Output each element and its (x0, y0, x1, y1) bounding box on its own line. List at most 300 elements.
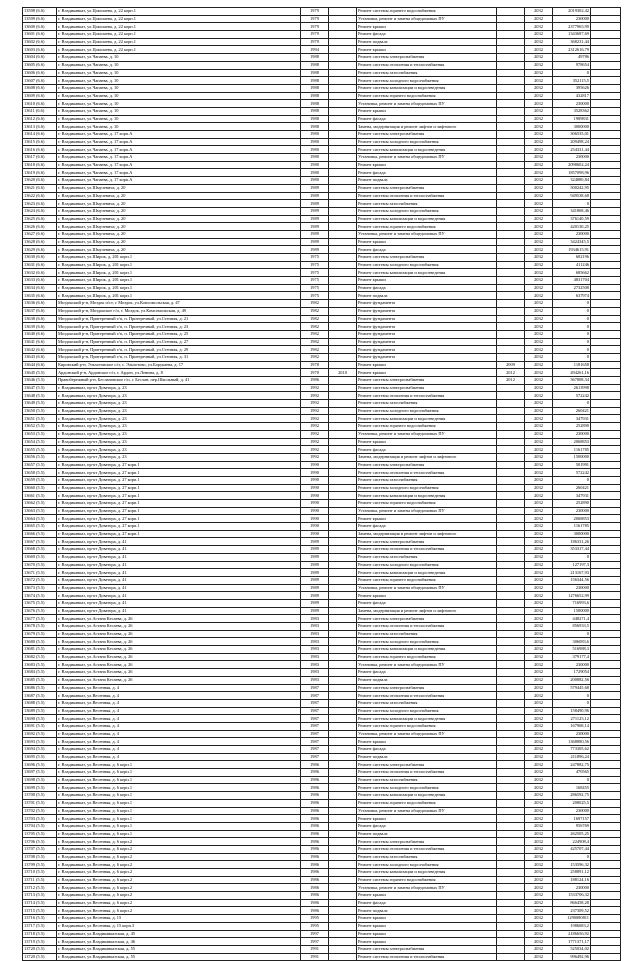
table-row (23, 154, 621, 162)
row-number-cell: 13676 (5.5) (23, 607, 57, 615)
row-number-cell: 13614 (6.6) (23, 131, 57, 139)
extra-year-cell (329, 346, 357, 354)
address-cell: г. Владикавказ, ул.Весенняя, д. 6 корп.2 (57, 907, 301, 915)
table-row (23, 538, 621, 546)
planned-year-cell: 2032 (525, 615, 553, 623)
build-year-cell: 1986 (301, 830, 329, 838)
extra-cell (591, 584, 621, 592)
extra-year-cell (329, 361, 357, 369)
planned-year-cell: 2032 (525, 722, 553, 730)
planned-year-cell: 2032 (525, 346, 553, 354)
build-year-cell: 1987 (301, 730, 329, 738)
extra-year-cell (329, 822, 357, 830)
extra-year-cell (329, 853, 357, 861)
table-row (23, 907, 621, 915)
cost-cell: 0 (553, 476, 591, 484)
cost-cell: 1500000 (553, 453, 591, 461)
address-cell: г. Владикавказ, ул.Шмулевича, д. 20 (57, 192, 301, 200)
table-row (23, 346, 621, 354)
table-row (23, 722, 621, 730)
build-year-cell: 1989 (301, 200, 329, 208)
planned-year-cell: 2032 (525, 315, 553, 323)
extra-year-cell (329, 615, 357, 623)
work-type-cell: Ремонт системы электроснабжения (357, 184, 497, 192)
planned-year-cell: 2032 (525, 623, 553, 631)
extra-cell (591, 169, 621, 177)
address-cell: г. Владикавказ, пр-кт Доватора, д. 41 (57, 561, 301, 569)
row-number-cell: 13688 (5.5) (23, 699, 57, 707)
extra-cell (591, 892, 621, 900)
work-type-cell: Ремонт системы холодного водоснабжения (357, 638, 497, 646)
extra-cell (591, 192, 621, 200)
table-row (23, 392, 621, 400)
row-number-cell: 13709 (5.5) (23, 861, 57, 869)
prior-year-cell: 2009 (497, 361, 525, 369)
cost-cell: 1161785 (553, 446, 591, 454)
table-row (23, 92, 621, 100)
address-cell: г. Владикавказ, пр-кт Доватора, д. 23 (57, 392, 301, 400)
address-cell: г. Владикавказ, ул.Весенняя, д. 6 корп.2 (57, 853, 301, 861)
build-year-cell: 1990 (301, 476, 329, 484)
row-number-cell: 13599 (6.6) (23, 15, 57, 23)
row-number-cell: 13671 (5.5) (23, 569, 57, 577)
cost-cell: 230000 (553, 507, 591, 515)
work-type-cell: Ремонт крыши (357, 515, 497, 523)
prior-year-cell (497, 446, 525, 454)
build-year-cell: 1997 (301, 938, 329, 946)
row-number-cell: 13620 (6.6) (23, 177, 57, 185)
work-type-cell: Ремонт системы канализации и водоотведения (357, 269, 497, 277)
cost-cell: 0 (553, 776, 591, 784)
table-row (23, 169, 621, 177)
address-cell: г. Владикавказ, ул.Весенняя, д. 4 (57, 699, 301, 707)
row-number-cell: 13700 (5.5) (23, 792, 57, 800)
row-number-cell: 13710 (5.5) (23, 869, 57, 877)
build-year-cell: 1989 (301, 592, 329, 600)
cost-cell: 425707,44 (553, 845, 591, 853)
row-number-cell: 13680 (5.5) (23, 638, 57, 646)
address-cell: г. Владикавказ, пр-кт Доватора, д. 27 корп.1 (57, 492, 301, 500)
work-type-cell: Ремонт системы отопления и теплоснабжения (357, 192, 497, 200)
row-number-cell: 13598 (6.6) (23, 8, 57, 16)
build-year-cell: 1980 (301, 138, 329, 146)
prior-year-cell (497, 761, 525, 769)
planned-year-cell: 2032 (525, 138, 553, 146)
cost-cell: 1368880,56 (553, 738, 591, 746)
work-type-cell: Ремонт системы электроснабжения (357, 538, 497, 546)
table-row (23, 407, 621, 415)
address-cell: г. Владикавказ, пр-кт Доватора, д. 27 корп.1 (57, 461, 301, 469)
cost-cell: 3000000 (553, 123, 591, 131)
planned-year-cell: 2032 (525, 92, 553, 100)
build-year-cell: 1975 (301, 277, 329, 285)
build-year-cell: 1979 (301, 38, 329, 46)
extra-year-cell (329, 338, 357, 346)
build-year-cell: 1979 (301, 31, 329, 39)
address-cell: г. Владикавказ, ул.Широк, д. 201 корп.1 (57, 277, 301, 285)
build-year-cell: 1987 (301, 699, 329, 707)
row-number-cell: 13609 (6.6) (23, 92, 57, 100)
build-year-cell: 1978 (301, 361, 329, 369)
cost-cell: 866458,28 (553, 899, 591, 907)
build-year-cell: 1988 (301, 77, 329, 85)
cost-cell: 260421 (553, 484, 591, 492)
table-row (23, 792, 621, 800)
prior-year-cell (497, 884, 525, 892)
row-number-cell: 13615 (6.6) (23, 138, 57, 146)
work-type-cell: Ремонт системы холодного водоснабжения (357, 484, 497, 492)
table-row (23, 200, 621, 208)
table-row (23, 146, 621, 154)
prior-year-cell (497, 653, 525, 661)
row-number-cell: 13673 (5.5) (23, 584, 57, 592)
build-year-cell: 1986 (301, 876, 329, 884)
table-row (23, 669, 621, 677)
build-year-cell: 1986 (301, 761, 329, 769)
build-year-cell: 1982 (301, 353, 329, 361)
planned-year-cell: 2032 (525, 684, 553, 692)
cost-cell: 716993,6 (553, 599, 591, 607)
address-cell: г. Владикавказ, ул.Чапаева, д. 10 (57, 84, 301, 92)
table-row (23, 915, 621, 923)
address-cell: г. Владикавказ, ул.Весенняя, д. 6 корп.2 (57, 845, 301, 853)
table-row (23, 38, 621, 46)
extra-year-cell (329, 784, 357, 792)
build-year-cell: 1982 (301, 300, 329, 308)
work-type-cell: Ремонт крыши (357, 277, 497, 285)
planned-year-cell: 2032 (525, 845, 553, 853)
build-year-cell: 1979 (301, 15, 329, 23)
extra-year-cell (329, 753, 357, 761)
planned-year-cell: 2032 (525, 899, 553, 907)
extra-year-cell (329, 538, 357, 546)
extra-year-cell (329, 815, 357, 823)
work-type-cell: Ремонт системы отопления и теплоснабжения (357, 61, 497, 69)
table-row (23, 507, 621, 515)
extra-year-cell (329, 292, 357, 300)
address-cell: г. Владикавказ, ул.Шмулевича, д. 20 (57, 246, 301, 254)
address-cell: г. Владикавказ, ул.Весенняя, д. 6 корп.2 (57, 869, 301, 877)
prior-year-cell (497, 869, 525, 877)
extra-cell (591, 123, 621, 131)
extra-year-cell (329, 592, 357, 600)
build-year-cell: 1989 (301, 215, 329, 223)
cost-cell: 579445,68 (553, 684, 591, 692)
planned-year-cell: 2032 (525, 246, 553, 254)
row-number-cell: 13630 (6.6) (23, 254, 57, 262)
planned-year-cell: 2032 (525, 876, 553, 884)
extra-cell (591, 922, 621, 930)
table-row (23, 277, 621, 285)
build-year-cell: 1983 (301, 630, 329, 638)
extra-year-cell (329, 699, 357, 707)
extra-cell (591, 438, 621, 446)
build-year-cell: 1989 (301, 576, 329, 584)
extra-year-cell (329, 146, 357, 154)
build-year-cell: 1989 (301, 207, 329, 215)
planned-year-cell: 2032 (525, 838, 553, 846)
address-cell: г. Владикавказ, пр-кт Доватора, д. 41 (57, 584, 301, 592)
prior-year-cell (497, 722, 525, 730)
prior-year-cell (497, 669, 525, 677)
prior-year-cell: 2012 (497, 377, 525, 385)
address-cell: г. Владикавказ, ул.Чапаева, д. 17 корп.А (57, 177, 301, 185)
planned-year-cell: 2032 (525, 69, 553, 77)
planned-year-cell: 2032 (525, 715, 553, 723)
work-type-cell: Ремонт системы отопления и теплоснабжения (357, 546, 497, 554)
extra-year-cell (329, 507, 357, 515)
extra-cell (591, 523, 621, 531)
build-year-cell: 1992 (301, 392, 329, 400)
extra-year-cell (329, 599, 357, 607)
cost-cell: 395626 (553, 84, 591, 92)
work-type-cell: Ремонт крыши (357, 107, 497, 115)
build-year-cell: 1988 (301, 107, 329, 115)
cost-cell: 347931 (553, 415, 591, 423)
planned-year-cell: 2032 (525, 576, 553, 584)
extra-year-cell (329, 215, 357, 223)
build-year-cell: 1988 (301, 123, 329, 131)
address-cell: г. Владикавказ, ул.Весенняя, д. 6 корп.2 (57, 884, 301, 892)
prior-year-cell (497, 576, 525, 584)
cost-cell: 376140,59 (553, 215, 591, 223)
extra-cell (591, 676, 621, 684)
extra-cell (591, 284, 621, 292)
cost-cell: 956769 (553, 822, 591, 830)
address-cell: г. Владикавказ, ул.Широк, д. 201 корп.1 (57, 292, 301, 300)
row-number-cell: 13652 (5.5) (23, 423, 57, 431)
extra-year-cell (329, 223, 357, 231)
row-number-cell: 13631 (6.6) (23, 261, 57, 269)
row-number-cell: 13665 (5.5) (23, 523, 57, 531)
table-row (23, 630, 621, 638)
prior-year-cell (497, 415, 525, 423)
cost-cell: 448271,4 (553, 615, 591, 623)
address-cell: г. Владикавказ, ул.Весенняя, д. 6 корп.1 (57, 769, 301, 777)
extra-cell (591, 384, 621, 392)
row-number-cell: 13604 (6.6) (23, 54, 57, 62)
prior-year-cell (497, 853, 525, 861)
table-row (23, 753, 621, 761)
address-cell: Кировский р-н, Эльхотовское с/п, с. Эльхотово, ул.Борукаева, д. 17 (57, 361, 301, 369)
build-year-cell: 1988 (301, 61, 329, 69)
row-number-cell: 13606 (6.6) (23, 69, 57, 77)
row-number-cell: 13617 (6.6) (23, 154, 57, 162)
planned-year-cell: 2032 (525, 115, 553, 123)
prior-year-cell (497, 692, 525, 700)
cost-cell: 230000 (553, 430, 591, 438)
extra-year-cell (329, 384, 357, 392)
work-type-cell: Ремонт системы канализации и водоотведения (357, 715, 497, 723)
extra-year-cell (329, 330, 357, 338)
extra-cell (591, 722, 621, 730)
row-number-cell: 13703 (5.5) (23, 815, 57, 823)
prior-year-cell (497, 69, 525, 77)
table-row (23, 100, 621, 108)
table-row (23, 599, 621, 607)
extra-year-cell (329, 315, 357, 323)
extra-cell (591, 607, 621, 615)
table-row (23, 469, 621, 477)
work-type-cell: Ремонт системы отопления и теплоснабжения (357, 953, 497, 961)
work-type-cell: Ремонт подвала (357, 676, 497, 684)
row-number-cell: 13639 (6.6) (23, 323, 57, 331)
extra-year-cell (329, 715, 357, 723)
cost-cell: 230000 (553, 154, 591, 162)
prior-year-cell (497, 215, 525, 223)
cost-cell: 156344,56 (553, 576, 591, 584)
planned-year-cell: 2032 (525, 46, 553, 54)
prior-year-cell (497, 107, 525, 115)
prior-year-cell (497, 630, 525, 638)
prior-year-cell (497, 469, 525, 477)
work-type-cell: Ремонт фасада (357, 246, 497, 254)
prior-year-cell (497, 438, 525, 446)
build-year-cell: 1975 (301, 254, 329, 262)
table-row (23, 661, 621, 669)
planned-year-cell: 2032 (525, 815, 553, 823)
planned-year-cell: 2032 (525, 500, 553, 508)
table-row (23, 300, 621, 308)
extra-cell (591, 84, 621, 92)
build-year-cell: 1992 (301, 446, 329, 454)
work-type-cell: Ремонт крыши (357, 361, 497, 369)
address-cell: г. Владикавказ, пр-кт Доватора, д. 23 (57, 453, 301, 461)
table-row (23, 8, 621, 16)
build-year-cell: 1986 (301, 822, 329, 830)
row-number-cell: 13677 (5.5) (23, 615, 57, 623)
table-row (23, 269, 621, 277)
planned-year-cell: 2032 (525, 476, 553, 484)
table-row (23, 115, 621, 123)
work-type-cell: Замена, модернизация и ремонт лифтов и лифтового (357, 530, 497, 538)
build-year-cell: 1988 (301, 92, 329, 100)
row-number-cell: 13699 (5.5) (23, 784, 57, 792)
address-cell: г. Владикавказ, пр-кт Доватора, д. 23 (57, 430, 301, 438)
address-cell: г. Владикавказ, ул.Чапаева, д. 10 (57, 54, 301, 62)
prior-year-cell (497, 8, 525, 16)
work-type-cell: Ремонт системы газоснабжения (357, 699, 497, 707)
extra-year-cell (329, 54, 357, 62)
extra-year-cell (329, 730, 357, 738)
table-row (23, 615, 621, 623)
planned-year-cell: 2032 (525, 338, 553, 346)
work-type-cell: Ремонт системы холодного водоснабжения (357, 138, 497, 146)
address-cell: г. Владикавказ, пр-кт Доватора, д. 41 (57, 576, 301, 584)
build-year-cell: 1975 (301, 292, 329, 300)
table-row (23, 323, 621, 331)
cost-cell: 260421 (553, 407, 591, 415)
row-number-cell: 13650 (5.5) (23, 407, 57, 415)
row-number-cell: 13679 (5.5) (23, 630, 57, 638)
prior-year-cell (497, 584, 525, 592)
row-number-cell: 13645 (5.5) (23, 369, 57, 377)
extra-cell (591, 8, 621, 16)
address-cell: г. Владикавказ, ул.Весенняя, д. 4 (57, 722, 301, 730)
address-cell: г. Владикавказ, ул.Цоколаева, д. 22 корп.1 (57, 8, 301, 16)
row-number-cell: 13670 (5.5) (23, 561, 57, 569)
cost-cell: 0 (553, 315, 591, 323)
address-cell: г. Владикавказ, ул.Астана Кесаева, д. 26 (57, 615, 301, 623)
prior-year-cell (497, 515, 525, 523)
row-number-cell: 13683 (5.5) (23, 661, 57, 669)
build-year-cell: 1989 (301, 246, 329, 254)
cost-cell: 978654 (553, 61, 591, 69)
row-number-cell: 13657 (5.5) (23, 461, 57, 469)
row-number-cell: 13661 (5.5) (23, 492, 57, 500)
planned-year-cell: 2032 (525, 784, 553, 792)
address-cell: г. Владикавказ, ул.Астана Кесаева, д. 26 (57, 623, 301, 631)
planned-year-cell: 2032 (525, 223, 553, 231)
address-cell: г. Владикавказ, ул.Астана Кесаева, д. 26 (57, 661, 301, 669)
planned-year-cell: 2032 (525, 323, 553, 331)
planned-year-cell: 2032 (525, 730, 553, 738)
prior-year-cell (497, 77, 525, 85)
work-type-cell: Ремонт крыши (357, 238, 497, 246)
work-type-cell: Ремонт системы канализации и водоотведения (357, 869, 497, 877)
row-number-cell: 13649 (5.5) (23, 400, 57, 408)
address-cell: г. Владикавказ, ул.Владикавказская, д. 46 (57, 938, 301, 946)
address-cell: г. Владикавказ, пр-кт Доватора, д. 23 (57, 407, 301, 415)
prior-year-cell (497, 561, 525, 569)
row-number-cell: 13669 (5.5) (23, 553, 57, 561)
table-row (23, 84, 621, 92)
planned-year-cell: 2032 (525, 384, 553, 392)
build-year-cell: 1992 (301, 430, 329, 438)
row-number-cell: 13706 (5.5) (23, 838, 57, 846)
work-type-cell: Установка, ремонт и замена общедомовых ПУ (357, 430, 497, 438)
prior-year-cell (497, 807, 525, 815)
work-type-cell: Ремонт системы отопления и теплоснабжения (357, 469, 497, 477)
work-type-cell: Ремонт системы горячего водоснабжения (357, 92, 497, 100)
row-number-cell: 13621 (6.6) (23, 184, 57, 192)
prior-year-cell (497, 907, 525, 915)
extra-cell (591, 430, 621, 438)
planned-year-cell: 2032 (525, 292, 553, 300)
prior-year-cell (497, 638, 525, 646)
planned-year-cell: 2032 (525, 469, 553, 477)
cost-cell: 0 (553, 692, 591, 700)
row-number-cell: 13613 (6.6) (23, 123, 57, 131)
build-year-cell: 1986 (301, 815, 329, 823)
address-cell: г. Владикавказ, ул.Весенняя, д. 4 (57, 746, 301, 754)
build-year-cell: 1970 (301, 369, 329, 377)
table-row (23, 353, 621, 361)
planned-year-cell: 2032 (525, 938, 553, 946)
extra-cell (591, 223, 621, 231)
work-type-cell: Ремонт системы электроснабжения (357, 761, 497, 769)
cost-cell: 237309,52 (553, 907, 591, 915)
address-cell: г. Владикавказ, ул.Чапаева, д. 10 (57, 61, 301, 69)
planned-year-cell: 2032 (525, 207, 553, 215)
planned-year-cell: 2032 (525, 8, 553, 16)
extra-year-cell (329, 84, 357, 92)
work-type-cell: Ремонт системы электроснабжения (357, 131, 497, 139)
work-type-cell: Ремонт фасада (357, 899, 497, 907)
planned-year-cell: 2032 (525, 546, 553, 554)
prior-year-cell (497, 31, 525, 39)
extra-year-cell (329, 669, 357, 677)
extra-year-cell (329, 676, 357, 684)
cost-cell: 200882,56 (553, 676, 591, 684)
build-year-cell: 1987 (301, 746, 329, 754)
extra-year-cell (329, 192, 357, 200)
extra-year-cell (329, 876, 357, 884)
work-type-cell: Ремонт фасада (357, 523, 497, 531)
prior-year-cell (497, 223, 525, 231)
planned-year-cell: 2032 (525, 761, 553, 769)
extra-cell (591, 769, 621, 777)
